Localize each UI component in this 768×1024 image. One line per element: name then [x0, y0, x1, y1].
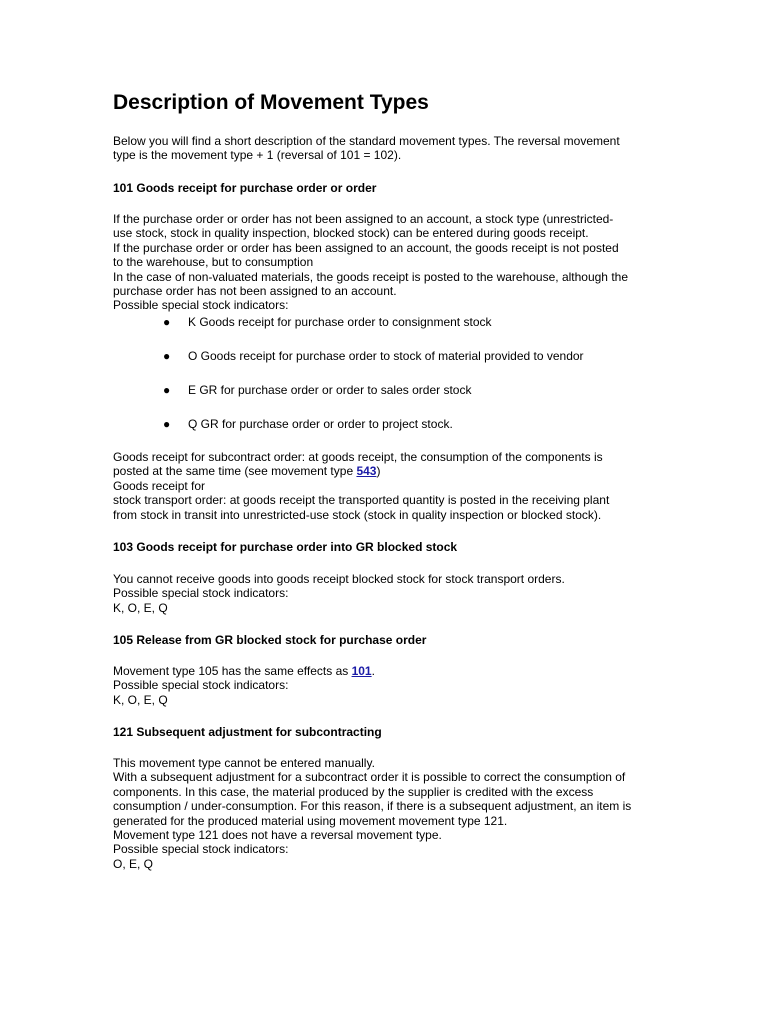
text-line: K, O, E, Q	[113, 600, 168, 615]
section-101-paragraph-2	[113, 450, 653, 522]
text-line: K, O, E, Q	[113, 692, 168, 707]
text-line: components. In this case, the material produced by the supplier is credited with the excess	[113, 784, 594, 799]
bullet-text: E GR for purchase order or order to sales order stock	[188, 383, 472, 397]
link-movement-type-101[interactable]: 101	[351, 664, 372, 678]
text-line: Movement type 121 does not have a reversal movement type.	[113, 828, 442, 843]
text-line: use stock, stock in quality inspection, blocked stock) can be entered during goods receipt.	[113, 226, 589, 241]
text-line: Goods receipt for	[113, 478, 206, 493]
text-fragment: posted at the same time (see movement type	[113, 464, 357, 479]
text-line: O, E, Q	[113, 856, 154, 871]
link-movement-type-543[interactable]: 543	[356, 464, 377, 479]
bullet-icon: ●	[163, 417, 171, 431]
text-line: Possible special stock indicators:	[113, 586, 289, 601]
text-line: to the warehouse, but to consumption	[113, 255, 314, 270]
text-line: Possible special stock indicators:	[113, 678, 289, 693]
text-fragment: )	[376, 464, 381, 479]
text-line: You cannot receive goods into goods receipt blocked stock for stock transport orders.	[113, 572, 565, 586]
section-heading-101: 101 Goods receipt for purchase order or order	[113, 181, 377, 195]
text-line: Goods receipt for subcontract order: at goods receipt, the consumption of the components is	[113, 450, 603, 464]
intro-paragraph	[113, 134, 653, 163]
text-line: purchase order has not been assigned to an account.	[113, 284, 397, 299]
bullet-text: Q GR for purchase order or order to project stock.	[188, 417, 453, 431]
text-line: If the purchase order or order has not been assigned to an account, a stock type (unrestricted-	[113, 212, 614, 226]
section-121-paragraph	[113, 756, 653, 871]
bullet-icon: ●	[163, 383, 171, 397]
section-heading-121: 121 Subsequent adjustment for subcontracting	[113, 725, 382, 739]
text-line: from stock in transit into unrestricted-use stock (stock in quality inspection or blocked stock).	[113, 507, 602, 522]
intro-line: Below you will find a short description of the standard movement types. The reversal movement	[113, 134, 620, 148]
text-line: generated for the produced material using movement movement type 121.	[113, 813, 508, 828]
text-fragment: Movement type 105 has the same effects as	[113, 664, 352, 678]
bullet-text: O Goods receipt for purchase order to stock of material provided to vendor	[188, 349, 584, 363]
section-101-paragraph	[113, 212, 653, 313]
section-heading-105: 105 Release from GR blocked stock for purchase order	[113, 633, 427, 647]
text-line: This movement type cannot be entered manually.	[113, 756, 375, 770]
text-line: stock transport order: at goods receipt the transported quantity is posted in the receiving plant	[113, 493, 610, 508]
section-103-paragraph	[113, 572, 653, 615]
section-105-paragraph	[113, 664, 653, 707]
text-fragment: .	[371, 664, 375, 678]
text-line	[113, 464, 653, 478]
bullet-icon: ●	[163, 315, 171, 329]
intro-line: type is the movement type + 1 (reversal of 101 = 102).	[113, 148, 402, 163]
text-line: If the purchase order or order has been assigned to an account, the goods receipt is not posted	[113, 240, 619, 255]
text-line: consumption / under-consumption. For this reason, if there is a subsequent adjustment, an item is	[113, 799, 632, 814]
text-line: Possible special stock indicators:	[113, 298, 289, 313]
section-heading-103: 103 Goods receipt for purchase order into GR blocked stock	[113, 540, 458, 554]
bullet-icon: ●	[163, 349, 171, 363]
text-line	[113, 664, 653, 678]
text-line: Possible special stock indicators:	[113, 842, 289, 857]
text-line: With a subsequent adjustment for a subcontract order it is possible to correct the consumption of	[113, 770, 626, 785]
text-line: In the case of non-valuated materials, the goods receipt is posted to the warehouse, although the	[113, 269, 628, 284]
page-title: Description of Movement Types	[113, 91, 429, 114]
bullet-text: K Goods receipt for purchase order to consignment stock	[188, 315, 492, 329]
